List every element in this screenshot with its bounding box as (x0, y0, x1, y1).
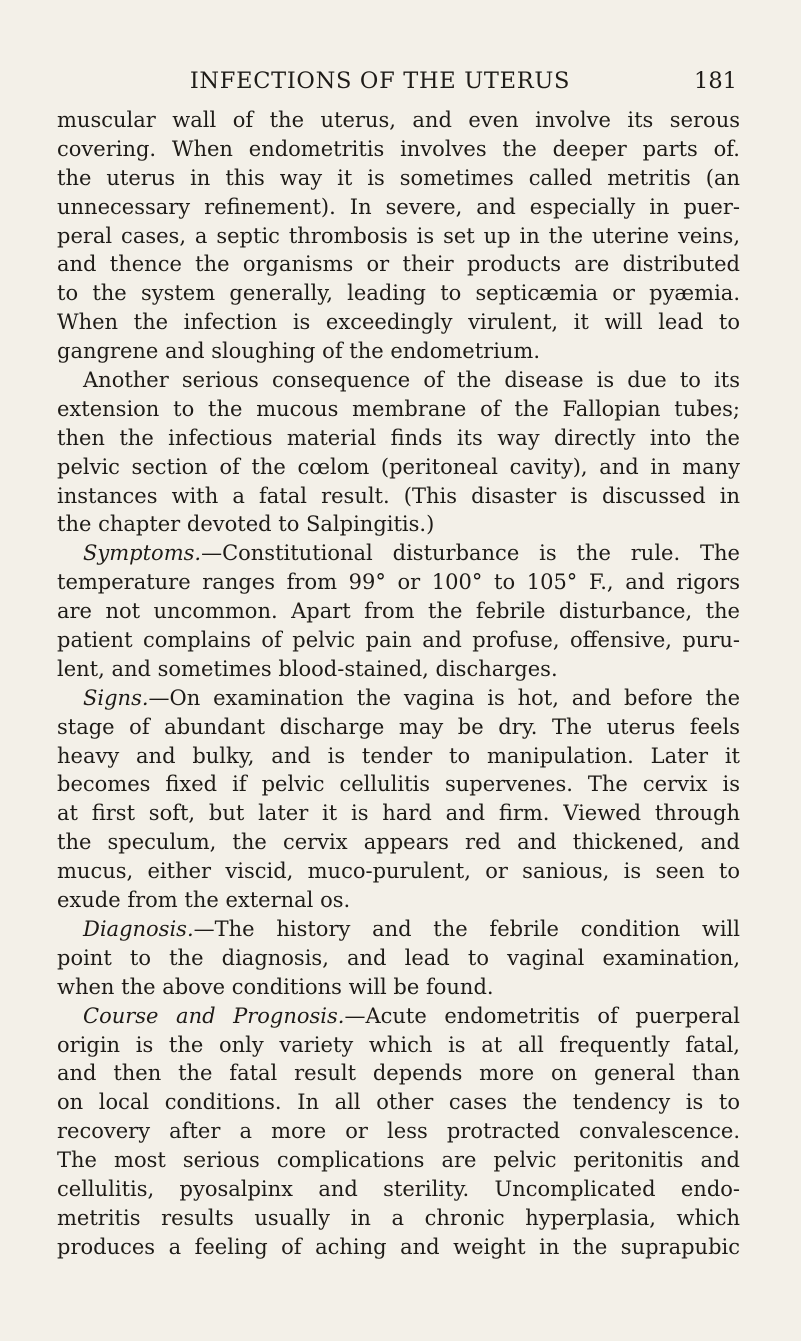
text-run: —The history and the febrile condition will (193, 916, 740, 941)
text-line: produces a feeling of aching and weight in the suprapubic (57, 1234, 740, 1259)
text-line: mucus, either viscid, muco-purulent, or sanious, is seen to (57, 859, 740, 884)
text-line: heavy and bulky, and is tender to manipulation. Later it (57, 743, 740, 768)
body-text (57, 106, 740, 1262)
text-line: the speculum, the cervix appears red and thickened, and (57, 830, 740, 855)
text-line: pelvic section of the cœlom (peritoneal cavity), and in many (57, 454, 740, 479)
text-run: —Acute endometritis of puerperal (344, 1003, 740, 1028)
text-line: lent, and sometimes blood-stained, discharges. (57, 656, 558, 681)
text-run: —On examination the vagina is hot, and before the (148, 685, 740, 710)
text-line: gangrene and sloughing of the endometrium. (57, 339, 541, 364)
text-line: recovery after a more or less protracted convalescence. (57, 1119, 740, 1144)
text-line: metritis results usually in a chronic hyperplasia, which (57, 1205, 740, 1230)
text-line: unnecessary refinement). In severe, and especially in puer- (57, 194, 740, 219)
text-line (57, 539, 740, 568)
text-line: Another serious consequence of the disease is due to its (83, 368, 740, 393)
text-line: are not uncommon. Apart from the febrile disturbance, the (57, 599, 740, 624)
text-line: When the infection is exceedingly virulent, it will lead to (57, 310, 740, 335)
text-line: at first soft, but later it is hard and firm. Viewed through (57, 801, 740, 826)
text-line: to the system generally, leading to septicæmia or pyæmia. (57, 281, 740, 306)
text-line: stage of abundant discharge may be dry. The uterus feels (57, 714, 740, 739)
text-line: point to the diagnosis, and lead to vaginal examination, (57, 945, 740, 970)
text-line: The most serious complications are pelvic peritonitis and (57, 1148, 740, 1173)
text-run: —Constitutional disturbance is the rule. The (201, 541, 740, 566)
text-line (57, 684, 740, 713)
text-line: then the infectious material finds its way directly into the (57, 425, 740, 450)
text-line: patient complains of pelvic pain and profuse, offensive, puru- (57, 628, 740, 653)
running-head: INFECTIONS OF THE UTERUS (189, 68, 571, 94)
text-line (57, 915, 740, 944)
text-line: becomes fixed if pelvic cellulitis supervenes. The cervix is (57, 772, 740, 797)
page-number: 181 (694, 68, 737, 94)
section-heading-signs: Signs. (83, 685, 149, 710)
text-line: temperature ranges from 99° or 100° to 105° F., and rigors (57, 570, 740, 595)
section-heading-symptoms: Symptoms. (83, 541, 202, 566)
text-line: covering. When endometritis involves the deeper parts of. (57, 136, 740, 161)
text-line: on local conditions. In all other cases the tendency is to (57, 1090, 740, 1115)
text-line: exude from the external os. (57, 888, 351, 913)
text-line: muscular wall of the uterus, and even involve its serous (57, 108, 740, 132)
text-line: and then the fatal result depends more on general than (57, 1061, 740, 1086)
text-line: cellulitis, pyosalpinx and sterility. Uncomplicated endo- (57, 1176, 740, 1201)
section-heading-diagnosis: Diagnosis. (83, 916, 194, 941)
text-line: the chapter devoted to Salpingitis.) (57, 512, 435, 537)
text-line: and thence the organisms or their products are distributed (57, 252, 740, 277)
text-line: the uterus in this way it is sometimes called metritis (an (57, 165, 740, 190)
text-line: extension to the mucous membrane of the Fallopian tubes; (57, 396, 740, 421)
text-line: origin is the only variety which is at all frequently fatal, (57, 1032, 740, 1057)
text-line: instances with a fatal result. (This disaster is discussed in (57, 483, 740, 508)
section-heading-course-prognosis: Course and Prognosis. (83, 1003, 345, 1028)
text-line (57, 1002, 740, 1031)
page-header (0, 63, 801, 99)
text-line: peral cases, a septic thrombosis is set up in the uterine veins, (57, 223, 740, 248)
text-line: when the above conditions will be found. (57, 974, 494, 999)
